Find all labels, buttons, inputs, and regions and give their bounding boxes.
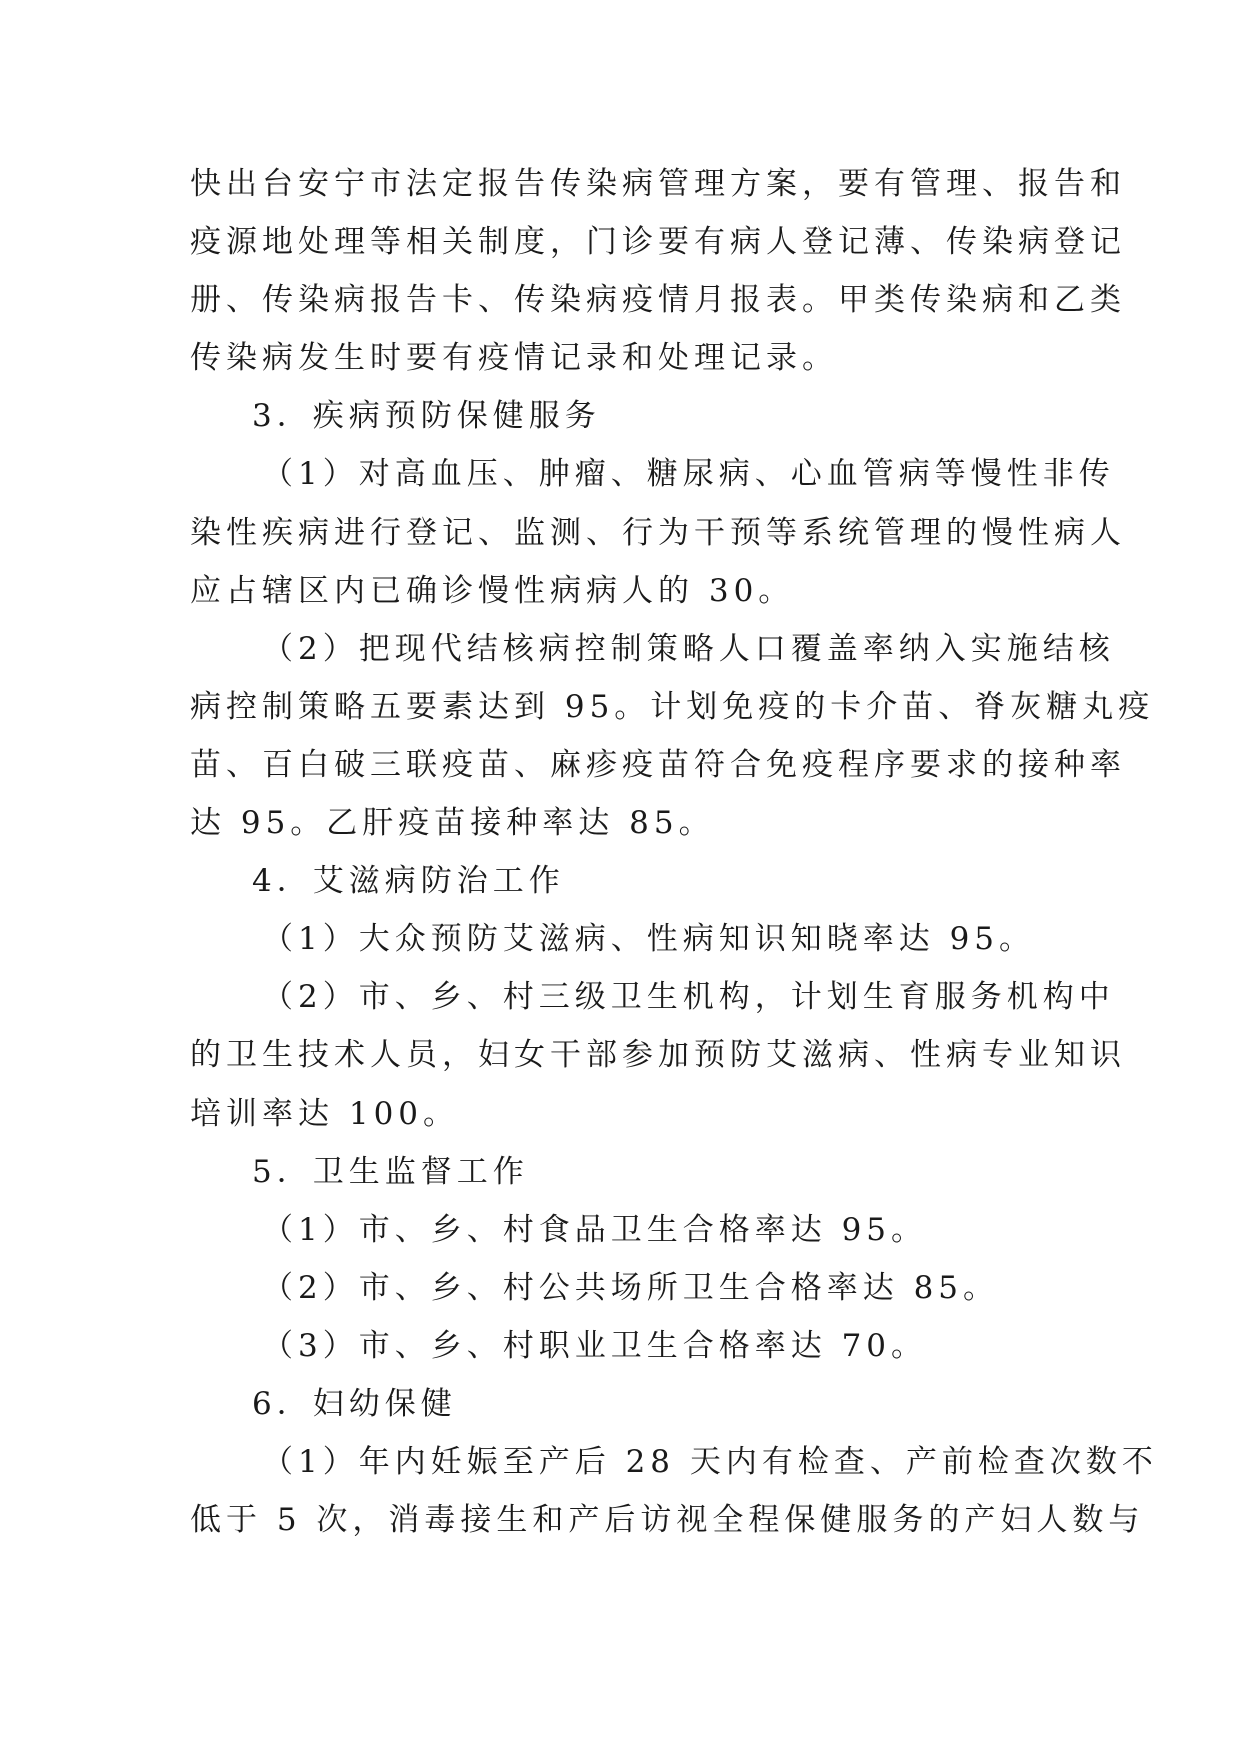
document-body (190, 155, 1158, 1549)
text-line: 培训率达 100。 (190, 1095, 460, 1132)
list-item-line: （2）市、乡、村公共场所卫生合格率达 85。 (262, 1269, 1000, 1306)
list-item-line: （1）年内妊娠至产后 28 天内有检查、产前检查次数不 (262, 1444, 1158, 1481)
section-heading: 6．妇幼保健 (252, 1385, 457, 1422)
text-line: 册、传染病报告卡、传染病疫情月报表。甲类传染病和乙类 (190, 282, 1126, 319)
section-heading: 3．疾病预防保健服务 (252, 398, 601, 435)
text-line: 病控制策略五要素达到 95。计划免疫的卡介苗、脊灰糖丸疫 (190, 688, 1155, 725)
list-item-line: （2）市、乡、村三级卫生机构，计划生育服务机构中 (262, 979, 1115, 1016)
text-line: 达 95。乙肝疫苗接种率达 85。 (190, 805, 715, 842)
section-heading: 4．艾滋病防治工作 (252, 863, 565, 900)
text-line: 苗、百白破三联疫苗、麻疹疫苗符合免疫程序要求的接种率 (190, 746, 1126, 783)
text-line: 低于 5 次，消毒接生和产后访视全程保健服务的产妇人数与 (190, 1502, 1145, 1539)
text-line: 染性疾病进行登记、监测、行为干预等系统管理的慢性病人 (190, 514, 1126, 551)
text-line: 应占辖区内已确诊慢性病病人的 30。 (190, 572, 795, 609)
list-item-line: （1）大众预防艾滋病、性病知识知晓率达 95。 (262, 921, 1036, 958)
section-heading: 5．卫生监督工作 (252, 1153, 529, 1190)
text-line: 的卫生技术人员，妇女干部参加预防艾滋病、性病专业知识 (190, 1037, 1126, 1074)
text-line: 传染病发生时要有疫情记录和处理记录。 (190, 340, 838, 377)
list-item-line: （1）市、乡、村食品卫生合格率达 95。 (262, 1211, 928, 1248)
list-item-line: （2）把现代结核病控制策略人口覆盖率纳入实施结核 (262, 630, 1115, 667)
text-line: 疫源地处理等相关制度，门诊要有病人登记薄、传染病登记 (190, 224, 1126, 261)
text-line: 快出台安宁市法定报告传染病管理方案，要有管理、报告和 (190, 166, 1126, 202)
list-item-line: （1）对高血压、肿瘤、糖尿病、心血管病等慢性非传 (262, 456, 1115, 493)
list-item-line: （3）市、乡、村职业卫生合格率达 70。 (262, 1327, 928, 1364)
